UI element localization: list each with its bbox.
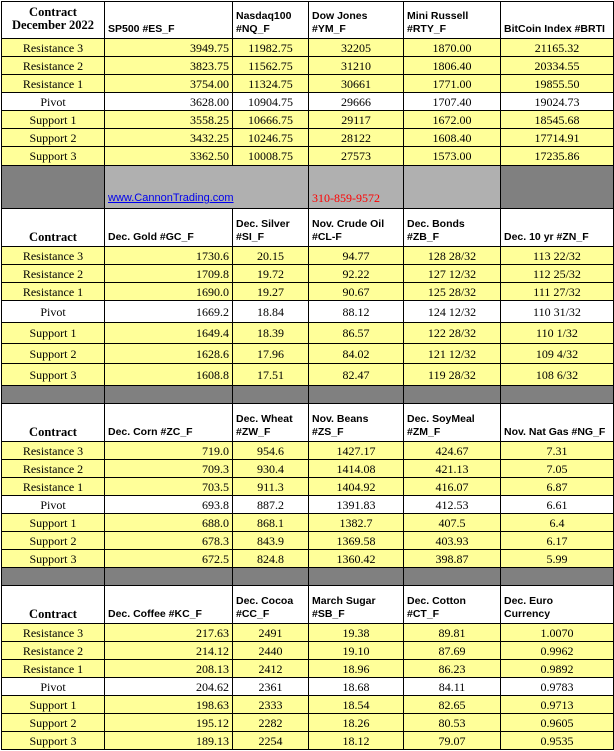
level-label: Support 1 bbox=[2, 111, 105, 129]
level-value: 17714.91 bbox=[501, 129, 614, 147]
level-value: 30661 bbox=[309, 75, 404, 93]
instrument-name: Nov. Crude Oil bbox=[312, 218, 385, 230]
separator-row bbox=[2, 568, 614, 586]
level-value: 3754.00 bbox=[105, 75, 233, 93]
level-value: 0.9535 bbox=[501, 732, 614, 750]
level-value: 31210 bbox=[309, 57, 404, 75]
level-value: 18.39 bbox=[233, 323, 309, 344]
level-value: 672.5 bbox=[105, 550, 233, 568]
instrument-symbol: #ZM_F bbox=[407, 426, 441, 438]
level-value: 19.38 bbox=[309, 624, 404, 642]
separator-row bbox=[2, 386, 614, 404]
level-label: Resistance 1 bbox=[2, 75, 105, 93]
level-value: 113 22/32 bbox=[501, 247, 614, 265]
separator-cell bbox=[233, 386, 309, 404]
level-label: Support 2 bbox=[2, 714, 105, 732]
level-row bbox=[2, 642, 614, 660]
level-row bbox=[2, 364, 614, 386]
level-value: 2333 bbox=[233, 696, 309, 714]
instrument-symbol: #CT_F bbox=[407, 608, 440, 620]
level-value: 204.62 bbox=[105, 678, 233, 696]
level-value: 5.99 bbox=[501, 550, 614, 568]
level-value: 11562.75 bbox=[233, 57, 309, 75]
instrument-symbol: Currency bbox=[504, 608, 551, 620]
level-value: 79.07 bbox=[404, 732, 501, 750]
level-label: Resistance 3 bbox=[2, 39, 105, 57]
instrument-name: Nov. Nat Gas #NG_F bbox=[504, 426, 606, 438]
level-value: 208.13 bbox=[105, 660, 233, 678]
band-cell bbox=[2, 166, 105, 209]
level-value: 29117 bbox=[309, 111, 404, 129]
separator-cell bbox=[309, 568, 404, 586]
instrument-symbol: #RTY_F bbox=[407, 23, 447, 35]
separator-cell bbox=[2, 386, 105, 404]
instrument-name: Nov. Beans bbox=[312, 413, 369, 425]
level-value: 3432.25 bbox=[105, 129, 233, 147]
level-value: 19.27 bbox=[233, 283, 309, 301]
level-value: 887.2 bbox=[233, 496, 309, 514]
level-value: 1672.00 bbox=[404, 111, 501, 129]
instrument-header bbox=[105, 586, 233, 624]
level-value: 110 31/32 bbox=[501, 301, 614, 323]
pivot-levels-table bbox=[1, 1, 614, 750]
level-row bbox=[2, 660, 614, 678]
instrument-header bbox=[501, 2, 614, 39]
level-value: 0.9605 bbox=[501, 714, 614, 732]
level-value: 3362.50 bbox=[105, 147, 233, 166]
phone-cell bbox=[309, 166, 404, 209]
level-label: Resistance 2 bbox=[2, 265, 105, 283]
level-value: 0.9713 bbox=[501, 696, 614, 714]
level-value: 20334.55 bbox=[501, 57, 614, 75]
instrument-name: Dec. Cocoa bbox=[236, 595, 294, 607]
level-row bbox=[2, 344, 614, 364]
level-value: 18545.68 bbox=[501, 111, 614, 129]
separator-cell bbox=[2, 568, 105, 586]
level-label: Resistance 2 bbox=[2, 460, 105, 478]
level-value: 398.87 bbox=[404, 550, 501, 568]
instrument-header bbox=[105, 2, 233, 39]
instrument-header bbox=[309, 209, 404, 247]
level-value: 88.12 bbox=[309, 301, 404, 323]
table-body bbox=[2, 2, 614, 750]
level-value: 421.13 bbox=[404, 460, 501, 478]
instrument-name: Dow Jones bbox=[312, 10, 368, 22]
phone-number: 310-859-9572 bbox=[312, 191, 380, 205]
level-value: 2282 bbox=[233, 714, 309, 732]
level-label: Support 2 bbox=[2, 344, 105, 364]
level-value: 7.31 bbox=[501, 442, 614, 460]
instrument-header bbox=[404, 404, 501, 442]
level-value: 189.13 bbox=[105, 732, 233, 750]
level-row bbox=[2, 550, 614, 568]
instrument-symbol: #NQ_F bbox=[236, 23, 270, 35]
level-value: 18.68 bbox=[309, 678, 404, 696]
level-value: 214.12 bbox=[105, 642, 233, 660]
level-row bbox=[2, 478, 614, 496]
instrument-name: Mini Russell bbox=[407, 10, 469, 22]
level-label: Resistance 3 bbox=[2, 442, 105, 460]
month-label: December 2022 bbox=[11, 18, 95, 32]
level-value: 1690.0 bbox=[105, 283, 233, 301]
pivot-row bbox=[2, 93, 614, 111]
instrument-name: Dec. Cotton bbox=[407, 595, 466, 607]
level-value: 122 28/32 bbox=[404, 323, 501, 344]
level-value: 84.02 bbox=[309, 344, 404, 364]
level-value: 125 28/32 bbox=[404, 283, 501, 301]
level-value: 678.3 bbox=[105, 532, 233, 550]
level-value: 1709.8 bbox=[105, 265, 233, 283]
instrument-symbol: #SB_F bbox=[312, 608, 345, 620]
level-value: 86.57 bbox=[309, 323, 404, 344]
level-value: 32205 bbox=[309, 39, 404, 57]
level-value: 94.77 bbox=[309, 247, 404, 265]
level-value: 3628.00 bbox=[105, 93, 233, 111]
contract-header bbox=[2, 586, 105, 624]
instrument-header bbox=[233, 209, 309, 247]
contact-band bbox=[2, 166, 614, 209]
instrument-name: Dec. Wheat bbox=[236, 413, 293, 425]
level-label: Support 3 bbox=[2, 364, 105, 386]
level-value: 0.9962 bbox=[501, 642, 614, 660]
level-label: Pivot bbox=[2, 93, 105, 111]
instrument-name: Dec. Corn #ZC_F bbox=[108, 426, 193, 438]
instrument-header bbox=[309, 404, 404, 442]
level-value: 198.63 bbox=[105, 696, 233, 714]
level-value: 1608.40 bbox=[404, 129, 501, 147]
level-value: 3949.75 bbox=[105, 39, 233, 57]
level-value: 1391.83 bbox=[309, 496, 404, 514]
level-value: 80.53 bbox=[404, 714, 501, 732]
level-value: 1369.58 bbox=[309, 532, 404, 550]
level-value: 28122 bbox=[309, 129, 404, 147]
level-row bbox=[2, 532, 614, 550]
level-row bbox=[2, 442, 614, 460]
level-row bbox=[2, 732, 614, 750]
level-value: 1382.7 bbox=[309, 514, 404, 532]
level-value: 86.23 bbox=[404, 660, 501, 678]
level-label: Resistance 2 bbox=[2, 642, 105, 660]
instrument-header bbox=[105, 404, 233, 442]
instrument-name: BitCoin Index #BRTI bbox=[504, 23, 605, 35]
separator-cell bbox=[501, 568, 614, 586]
instrument-header bbox=[501, 209, 614, 247]
separator-cell bbox=[404, 386, 501, 404]
instrument-name: Dec. Gold #GC_F bbox=[108, 231, 194, 243]
level-value: 108 6/32 bbox=[501, 364, 614, 386]
separator-cell bbox=[105, 386, 233, 404]
band-cell bbox=[501, 166, 614, 209]
level-value: 719.0 bbox=[105, 442, 233, 460]
level-value: 17.51 bbox=[233, 364, 309, 386]
instrument-symbol: #ZS_F bbox=[312, 426, 344, 438]
level-value: 18.26 bbox=[309, 714, 404, 732]
level-label: Resistance 3 bbox=[2, 624, 105, 642]
level-value: 6.17 bbox=[501, 532, 614, 550]
instrument-header bbox=[233, 2, 309, 39]
level-row bbox=[2, 714, 614, 732]
level-value: 688.0 bbox=[105, 514, 233, 532]
level-value: 1806.40 bbox=[404, 57, 501, 75]
contract-header bbox=[2, 209, 105, 247]
level-value: 10008.75 bbox=[233, 147, 309, 166]
level-value: 1360.42 bbox=[309, 550, 404, 568]
level-value: 110 1/32 bbox=[501, 323, 614, 344]
level-value: 693.8 bbox=[105, 496, 233, 514]
instrument-header bbox=[309, 586, 404, 624]
level-row bbox=[2, 696, 614, 714]
level-value: 2412 bbox=[233, 660, 309, 678]
level-value: 2254 bbox=[233, 732, 309, 750]
level-row bbox=[2, 57, 614, 75]
level-label: Support 1 bbox=[2, 514, 105, 532]
level-value: 1.0070 bbox=[501, 624, 614, 642]
level-value: 18.96 bbox=[309, 660, 404, 678]
level-value: 1427.17 bbox=[309, 442, 404, 460]
level-value: 128 28/32 bbox=[404, 247, 501, 265]
instrument-header bbox=[309, 2, 404, 39]
level-value: 709.3 bbox=[105, 460, 233, 478]
level-value: 954.6 bbox=[233, 442, 309, 460]
contract-header bbox=[2, 404, 105, 442]
pivot-row bbox=[2, 678, 614, 696]
instrument-name: SP500 #ES_F bbox=[108, 23, 175, 35]
level-value: 90.67 bbox=[309, 283, 404, 301]
level-value: 416.07 bbox=[404, 478, 501, 496]
level-value: 19855.50 bbox=[501, 75, 614, 93]
website-link[interactable]: www.CannonTrading.com bbox=[108, 192, 234, 204]
level-value: 27573 bbox=[309, 147, 404, 166]
level-label: Pivot bbox=[2, 301, 105, 323]
instrument-header bbox=[404, 586, 501, 624]
level-label: Pivot bbox=[2, 496, 105, 514]
level-value: 868.1 bbox=[233, 514, 309, 532]
level-value: 1771.00 bbox=[404, 75, 501, 93]
level-value: 1730.6 bbox=[105, 247, 233, 265]
level-label: Support 3 bbox=[2, 550, 105, 568]
section-header-row bbox=[2, 404, 614, 442]
level-value: 82.65 bbox=[404, 696, 501, 714]
level-label: Support 3 bbox=[2, 732, 105, 750]
instrument-header bbox=[105, 209, 233, 247]
level-row bbox=[2, 39, 614, 57]
level-value: 0.9892 bbox=[501, 660, 614, 678]
level-value: 3823.75 bbox=[105, 57, 233, 75]
level-value: 112 25/32 bbox=[501, 265, 614, 283]
level-value: 10666.75 bbox=[233, 111, 309, 129]
level-label: Support 1 bbox=[2, 323, 105, 344]
separator-cell bbox=[404, 568, 501, 586]
section-header-row bbox=[2, 586, 614, 624]
instrument-header bbox=[404, 209, 501, 247]
level-value: 1707.40 bbox=[404, 93, 501, 111]
website-cell bbox=[105, 166, 309, 209]
level-value: 2491 bbox=[233, 624, 309, 642]
level-value: 2361 bbox=[233, 678, 309, 696]
pivot-row bbox=[2, 301, 614, 323]
level-value: 121 12/32 bbox=[404, 344, 501, 364]
level-value: 930.4 bbox=[233, 460, 309, 478]
contract-label: Contract bbox=[29, 607, 77, 621]
contract-label: Contract bbox=[29, 230, 77, 244]
level-value: 407.5 bbox=[404, 514, 501, 532]
instrument-name: Dec. 10 yr #ZN_F bbox=[504, 231, 589, 243]
level-label: Resistance 2 bbox=[2, 57, 105, 75]
instrument-name: Dec. Silver bbox=[236, 218, 290, 230]
level-value: 6.4 bbox=[501, 514, 614, 532]
level-row bbox=[2, 514, 614, 532]
level-label: Support 3 bbox=[2, 147, 105, 166]
level-row bbox=[2, 247, 614, 265]
level-value: 89.81 bbox=[404, 624, 501, 642]
instrument-symbol: #ZB_F bbox=[407, 231, 440, 243]
level-value: 7.05 bbox=[501, 460, 614, 478]
level-value: 217.63 bbox=[105, 624, 233, 642]
instrument-name: March Sugar bbox=[312, 595, 376, 607]
level-label: Pivot bbox=[2, 678, 105, 696]
level-value: 843.9 bbox=[233, 532, 309, 550]
level-value: 11982.75 bbox=[233, 39, 309, 57]
instrument-symbol: #CL-F bbox=[312, 231, 342, 243]
level-row bbox=[2, 460, 614, 478]
level-value: 911.3 bbox=[233, 478, 309, 496]
level-label: Support 1 bbox=[2, 696, 105, 714]
separator-cell bbox=[105, 568, 233, 586]
level-value: 127 12/32 bbox=[404, 265, 501, 283]
level-value: 412.53 bbox=[404, 496, 501, 514]
level-value: 824.8 bbox=[233, 550, 309, 568]
level-label: Resistance 1 bbox=[2, 660, 105, 678]
level-value: 11324.75 bbox=[233, 75, 309, 93]
band-cell bbox=[404, 166, 501, 209]
level-row bbox=[2, 624, 614, 642]
instrument-name: Dec. Coffee #KC_F bbox=[108, 608, 202, 620]
level-value: 1404.92 bbox=[309, 478, 404, 496]
level-value: 19.10 bbox=[309, 642, 404, 660]
level-value: 6.87 bbox=[501, 478, 614, 496]
level-row bbox=[2, 323, 614, 344]
level-value: 1414.08 bbox=[309, 460, 404, 478]
level-row bbox=[2, 283, 614, 301]
section-header-row bbox=[2, 209, 614, 247]
contract-label: Contract bbox=[29, 5, 77, 19]
level-value: 18.12 bbox=[309, 732, 404, 750]
level-row bbox=[2, 75, 614, 93]
level-value: 17.96 bbox=[233, 344, 309, 364]
instrument-symbol: #ZW_F bbox=[236, 426, 271, 438]
level-value: 1649.4 bbox=[105, 323, 233, 344]
level-value: 19.72 bbox=[233, 265, 309, 283]
level-label: Support 2 bbox=[2, 532, 105, 550]
level-value: 109 4/32 bbox=[501, 344, 614, 364]
level-value: 29666 bbox=[309, 93, 404, 111]
level-value: 84.11 bbox=[404, 678, 501, 696]
section-header-row bbox=[2, 2, 614, 39]
level-value: 0.9783 bbox=[501, 678, 614, 696]
level-value: 1628.6 bbox=[105, 344, 233, 364]
level-row bbox=[2, 129, 614, 147]
level-value: 10904.75 bbox=[233, 93, 309, 111]
level-value: 17235.86 bbox=[501, 147, 614, 166]
level-value: 111 27/32 bbox=[501, 283, 614, 301]
level-row bbox=[2, 265, 614, 283]
level-label: Resistance 1 bbox=[2, 283, 105, 301]
level-label: Support 2 bbox=[2, 129, 105, 147]
instrument-name: Dec. Bonds bbox=[407, 218, 465, 230]
separator-cell bbox=[233, 568, 309, 586]
level-value: 1573.00 bbox=[404, 147, 501, 166]
instrument-header bbox=[501, 404, 614, 442]
instrument-symbol: #YM_F bbox=[312, 23, 346, 35]
level-value: 82.47 bbox=[309, 364, 404, 386]
level-value: 1608.8 bbox=[105, 364, 233, 386]
level-value: 18.54 bbox=[309, 696, 404, 714]
instrument-symbol: #SI_F bbox=[236, 231, 265, 243]
instrument-name: Nasdaq100 bbox=[236, 10, 292, 22]
level-value: 119 28/32 bbox=[404, 364, 501, 386]
instrument-name: Dec. SoyMeal bbox=[407, 413, 475, 425]
contract-header bbox=[2, 2, 105, 39]
instrument-symbol: #CC_F bbox=[236, 608, 270, 620]
level-value: 195.12 bbox=[105, 714, 233, 732]
instrument-header bbox=[233, 586, 309, 624]
level-row bbox=[2, 111, 614, 129]
separator-cell bbox=[501, 386, 614, 404]
level-row bbox=[2, 147, 614, 166]
level-label: Resistance 3 bbox=[2, 247, 105, 265]
level-value: 20.15 bbox=[233, 247, 309, 265]
level-value: 18.84 bbox=[233, 301, 309, 323]
instrument-name: Dec. Euro bbox=[504, 595, 554, 607]
level-value: 1669.2 bbox=[105, 301, 233, 323]
level-value: 124 12/32 bbox=[404, 301, 501, 323]
level-value: 6.61 bbox=[501, 496, 614, 514]
level-value: 87.69 bbox=[404, 642, 501, 660]
instrument-header bbox=[404, 2, 501, 39]
contract-label: Contract bbox=[29, 425, 77, 439]
level-value: 403.93 bbox=[404, 532, 501, 550]
level-value: 21165.32 bbox=[501, 39, 614, 57]
pivot-row bbox=[2, 496, 614, 514]
level-value: 19024.73 bbox=[501, 93, 614, 111]
level-value: 10246.75 bbox=[233, 129, 309, 147]
level-value: 703.5 bbox=[105, 478, 233, 496]
separator-cell bbox=[309, 386, 404, 404]
level-value: 3558.25 bbox=[105, 111, 233, 129]
level-label: Resistance 1 bbox=[2, 478, 105, 496]
level-value: 424.67 bbox=[404, 442, 501, 460]
level-value: 1870.00 bbox=[404, 39, 501, 57]
level-value: 2440 bbox=[233, 642, 309, 660]
level-value: 92.22 bbox=[309, 265, 404, 283]
instrument-header bbox=[233, 404, 309, 442]
instrument-header bbox=[501, 586, 614, 624]
